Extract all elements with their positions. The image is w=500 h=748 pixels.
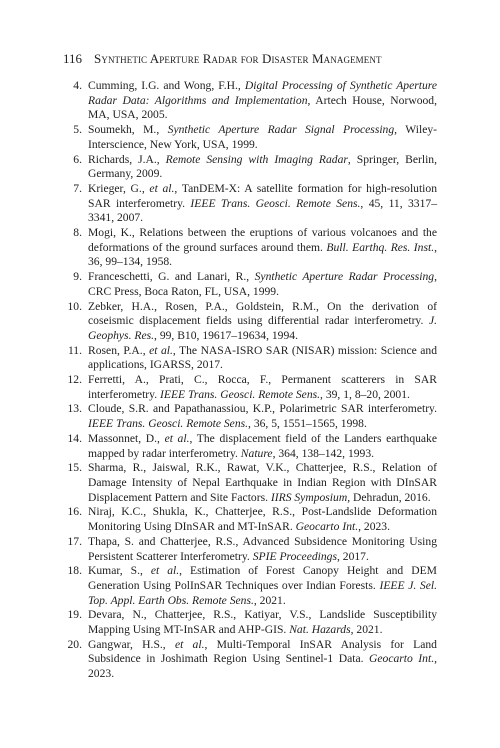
reference-text [88,432,437,460]
reference-segment: Sharma, R., Jaiswal, R.K., Rawat, V.K., Chatterjee, R.S., Relation of Damage Intensity of Nepal Earthquake in Indian Region with DInSAR Displacement Pattern and Site Factors. [88,461,437,504]
reference-italic-segment: Synthetic Aperture Radar Signal Processing [167,123,395,137]
reference-italic-segment: Geocarto Int. [295,520,359,534]
reference-segment: Krieger, G., [88,181,150,195]
reference-segment: , Multi-Temporal InSAR Analysis for Land Subsidence in Joshimath Region Using Sentinel-1 Data. [88,637,437,666]
reference-segment: , 45, 11, 3317–3341, 2007. [88,196,437,225]
reference-italic-segment: Bull. Earthq. Res. Inst. [326,240,435,254]
reference-text [88,402,437,430]
reference-segment: Devara, N., Chatterjee, R.S., Katiyar, V.S., Landslide Susceptibility Mapping Using MT-InSAR and AHP-GIS. [88,608,437,637]
reference-segment: , The NASA-ISRO SAR (NISAR) mission: Science and applications, IGARSS, 2017. [88,343,437,372]
reference-italic-segment: IEEE Trans. Geosci. Remote Sens. [160,387,321,401]
reference-item [65,300,437,344]
reference-number: 19. [67,608,82,622]
reference-segment: Kumar, S., [88,564,151,578]
reference-segment: Franceschetti, G. and Lanari, R., [88,270,255,284]
reference-text [88,535,437,563]
reference-text [88,79,437,121]
running-title: Synthetic Aperture Radar for Disaster Management [94,51,382,66]
reference-segment: Mogi, K., Relations between the eruptions of various volcanoes and the deformations of the ground surfaces around them. [88,226,437,254]
reference-segment: , TanDEM-X: A satellite formation for high-resolution SAR interferometry. [88,181,437,210]
reference-segment: , The displacement field of the Landers earthquake mapped by radar interferometry. [88,431,438,460]
reference-text [88,123,437,151]
reference-item [65,535,437,564]
reference-segment: Zebker, H.A., Rosen, P.A., Goldstein, R.M., On the derivation of coseismic displacement fields using differential radar interferometry. [88,299,437,328]
reference-segment: Soumekh, M., [88,123,168,137]
reference-item [65,123,437,152]
reference-italic-segment: IIRS Symposium [270,490,348,504]
reference-text [88,300,437,342]
reference-number: 4. [73,79,82,92]
reference-segment: , 36, 5, 1551–1565, 1998. [248,417,367,431]
reference-segment: Richards, J.A., [88,152,166,166]
reference-italic-segment: et al. [164,431,190,445]
reference-item [65,270,437,299]
reference-text [88,505,437,533]
reference-segment: Thapa, S. and Chatterjee, R.S., Advanced Subsidence Monitoring Using Persistent Scatterer Interferometry. [88,534,437,563]
reference-item [65,461,437,505]
reference-segment: , 99, B10, 19617–19634, 1994. [154,328,298,342]
reference-item [65,505,437,534]
reference-item [65,344,437,373]
reference-number: 6. [73,152,82,166]
reference-item [65,564,437,608]
reference-segment: Cloude, S.R. and Papathanassiou, K.P., Polarimetric SAR interferometry. [88,402,437,416]
reference-italic-segment: Geocarto Int. [369,652,435,666]
reference-italic-segment: et al. [149,181,175,195]
reference-number: 18. [67,564,82,578]
reference-segment: , 2021. [350,623,383,637]
reference-segment: Cumming, I.G. and Wong, F.H., [88,79,245,92]
reference-text [88,226,437,268]
reference-italic-segment: et al. [150,564,180,578]
reference-italic-segment: Digital Processing of Synthetic Aperture Radar Data: Algorithms and Implementation [88,79,437,107]
reference-text [88,153,437,181]
reference-text [88,182,437,224]
reference-segment: , 364, 138–142, 1993. [272,446,375,460]
reference-segment: Massonnet, D., [88,431,165,445]
reference-segment: , Dehradun, 2016. [347,490,431,504]
reference-italic-segment: Synthetic Aperture Radar Processing [254,270,435,284]
reference-number: 12. [67,373,82,387]
reference-italic-segment: SPIE Proceedings [252,549,337,563]
reference-segment: Niraj, K.C., Shukla, K., Chatterjee, R.S., Post-Landslide Deformation Monitoring Using DInSAR and MT-InSAR. [88,505,437,534]
reference-text [88,608,437,636]
reference-number: 11. [67,343,82,357]
reference-italic-segment: IEEE Trans. Geosci. Remote Sens. [88,417,249,431]
reference-segment: , 39, 1, 8–20, 2001. [320,387,410,401]
reference-item [65,79,437,123]
reference-number: 5. [73,123,82,137]
reference-item [65,402,437,431]
reference-segment: Ferretti, A., Prati, C., Rocca, F., Permanent scatterers in SAR interferometry. [88,373,437,401]
reference-segment: , Artech House, Norwood, MA, USA, 2005. [88,93,437,122]
reference-segment: Rosen, P.A., [88,343,150,357]
reference-number: 14. [67,431,82,445]
reference-text [88,373,437,401]
reference-italic-segment: IEEE Trans. Geosci. Remote Sens. [190,196,361,210]
reference-italic-segment: Remote Sensing with Imaging Radar [165,152,348,166]
reference-segment: , 2023. [88,652,437,681]
reference-italic-segment: IEEE J. Sel. Top. Appl. Earth Obs. Remote Sens. [88,578,437,607]
reference-item [65,608,437,637]
reference-number: 17. [67,534,82,548]
reference-segment: , 2017. [336,549,369,563]
reference-number: 20. [67,637,82,651]
reference-text [88,344,437,372]
reference-number: 7. [73,181,82,195]
reference-item [65,432,437,461]
reference-segment: , 36, 99–134, 1958. [88,240,437,269]
reference-item [65,373,437,402]
reference-italic-segment: Nature [240,446,273,460]
reference-item [65,226,437,270]
reference-segment: , 2021. [253,593,286,607]
reference-item [65,153,437,182]
reference-segment: , Estimation of Forest Canopy Height and DEM Generation Using PolInSAR Techniques over Indian Forests. [88,564,437,592]
reference-segment: , 2023. [358,520,390,534]
reference-text [88,461,437,503]
reference-segment: , Springer, Berlin, Germany, 2009. [88,152,437,181]
page-number: 116 [63,51,83,66]
reference-number: 15. [67,461,82,475]
reference-number: 10. [67,299,82,313]
reference-italic-segment: et al. [174,637,205,651]
reference-segment: Gangwar, H.S., [88,637,175,651]
reference-item [65,182,437,226]
running-header [63,50,443,68]
reference-item [65,638,437,682]
reference-segment: , Wiley-Interscience, New York, USA, 1999. [88,123,437,151]
reference-number: 8. [73,226,82,240]
reference-list [65,79,437,682]
reference-number: 13. [67,402,82,416]
reference-text [88,564,437,606]
reference-text [88,270,437,298]
reference-number: 9. [73,270,82,284]
reference-italic-segment: J. Geophys. Res. [88,314,437,342]
reference-text [88,638,437,680]
reference-number: 16. [67,505,82,519]
reference-italic-segment: et al. [149,343,173,357]
reference-italic-segment: Nat. Hazards [289,623,351,637]
reference-segment: , CRC Press, Boca Raton, FL, USA, 1999. [88,270,437,298]
